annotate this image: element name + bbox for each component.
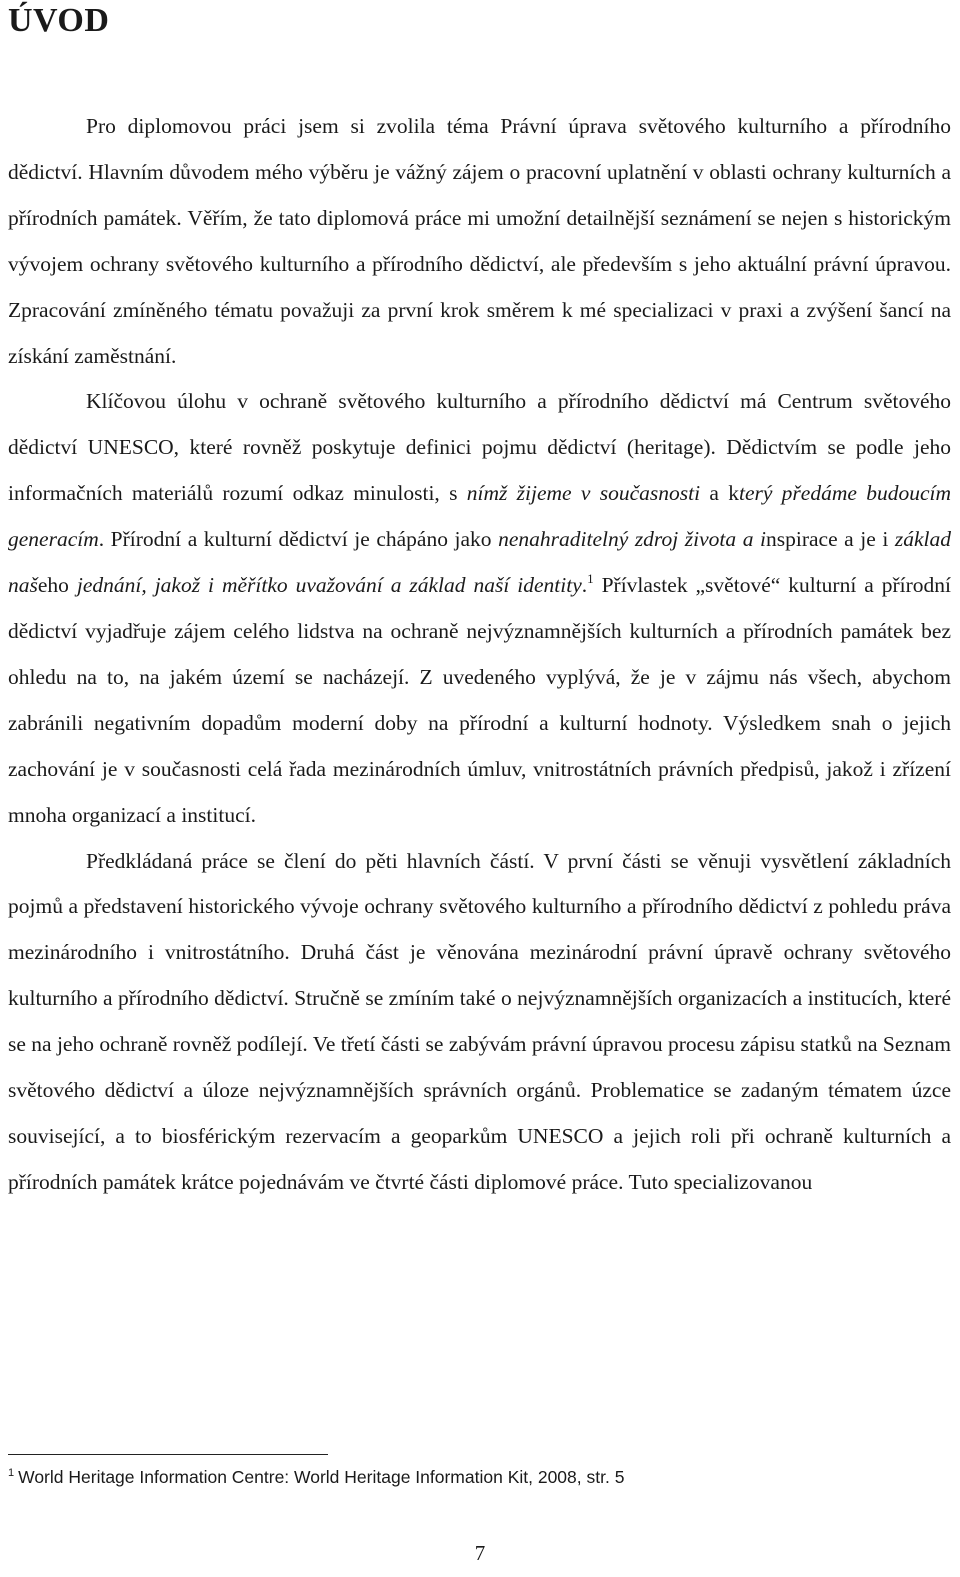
text-run: Přívlastek „světové“ kulturní a přírodní dědictví vyjadřuje zájem celého lidstva na ochraně nejvýznamnějších kulturních a přírodních památek bez ohledu na to, na jakém území se nacházejí. Z uvedeného vyplývá, že je v zájmu nás všech, abychom zabránili negativním dopadům moderní doby na přírodní a kulturní hodnoty. Výsledkem snah o jejich zachování je v současnosti celá řada mezinárodních úmluv, vnitrostátních právních předpisů, jakož i zřízení mnoha organizací a institucí.	[8, 573, 952, 827]
text-run: . Přírodní a kulturní dědictví je chápáno jako	[98, 527, 499, 552]
text-run: Klíčovou úlohu v ochraně světového kulturního a přírodního dědictví má Centrum světového dědictví UNESCO, které rovněž poskytuje definici pojmu dědictví (heritage). Dědictvím se podle jeho informačních materiálů rozumí odkaz minulosti, s	[8, 389, 951, 506]
italic-run: terý předáme budoucím generacím	[8, 481, 952, 552]
page-number: 7	[474, 1541, 486, 1565]
footnote-number: 1	[8, 1467, 15, 1479]
text-run: .	[581, 573, 588, 598]
italic-run: základ naš	[8, 527, 952, 598]
text-run: eho	[37, 573, 77, 598]
italic-run: nenahraditelný zdroj života a i	[498, 527, 766, 552]
text-run: a k	[700, 481, 739, 506]
italic-run: nímž žijeme v současnosti	[466, 481, 701, 506]
italic-run: jednání, jakož i měřítko uvažování a základ naší identity	[76, 573, 582, 598]
paragraph-intro: Pro diplomovou práci jsem si zvolila téma Právní úprava světového kulturního a přírodního dědictví. Hlavním důvodem mého výběru je vážný zájem o pracovní uplatnění v oblasti ochrany kulturních a přírodních památek. Věřím, že tato diplomová práce mi umožní detailnější seznámení se nejen s historickým vývojem ochrany světového kulturního a přírodního dědictví, ale především s jeho aktuální právní úpravou. Zpracování zmíněného tématu považuji za první krok směrem k mé specializaci v praxi a zvýšení šancí na získání zaměstnání.	[8, 114, 951, 368]
footnote-separator	[8, 1454, 328, 1455]
footnote-text: World Heritage Information Centre: World Heritage Information Kit, 2008, str. 5	[18, 1467, 625, 1487]
paragraph-heritage	[8, 379, 951, 838]
text-run: nspirace a je i	[765, 527, 895, 552]
chapter-heading: ÚVOD	[8, 2, 110, 39]
footnote-reference[interactable]: 1	[587, 571, 594, 587]
footnote	[8, 1464, 624, 1490]
body-text	[8, 104, 951, 1206]
paragraph-structure: Předkládaná práce se člení do pěti hlavních částí. V první části se věnuji vysvětlení základních pojmů a představení historického vývoje ochrany světového kulturního a přírodního dědictví z pohledu práva mezinárodního i vnitrostátního. Druhá část je věnována mezinárodní právní úpravě ochrany světového kulturního a přírodního dědictví. Stručně se zmíním také o nejvýznamnějších organizacích a institucích, které se na jeho ochraně rovněž podílejí. Ve třetí části se zabývám právní úpravou procesu zápisu statků na Seznam světového dědictví a úloze nejvýznamnějších správních orgánů. Problematice se zadaným tématem úzce související, a to biosférickým rezervacím a geoparkům UNESCO a jejich roli při ochraně kulturních a přírodních památek krátce pojednávám ve čtvrté části diplomové práce. Tuto specializovanou	[8, 848, 951, 1194]
